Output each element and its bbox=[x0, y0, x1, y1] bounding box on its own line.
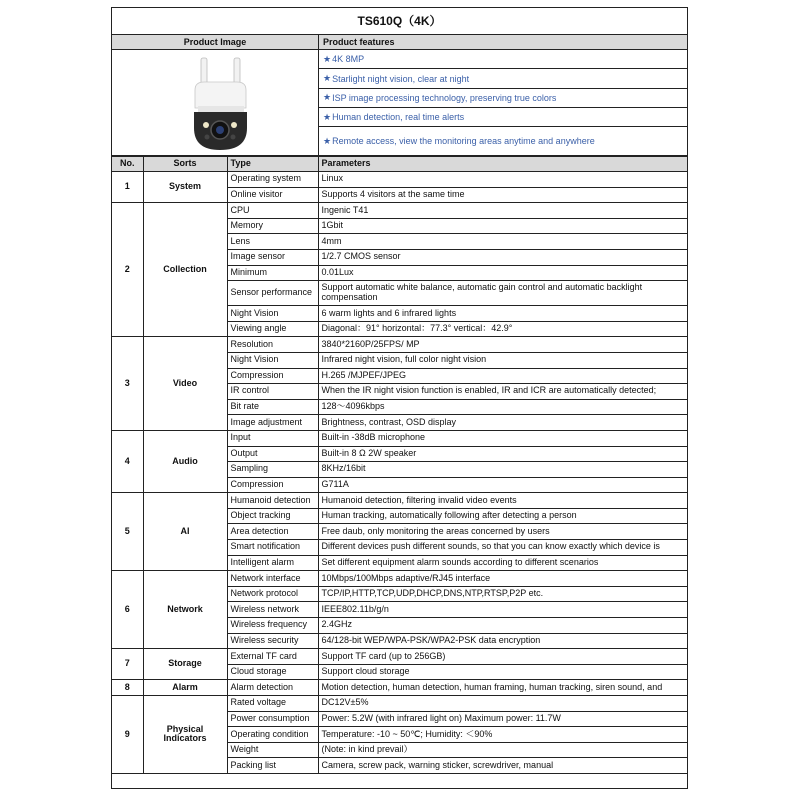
group-sort: Storage bbox=[143, 649, 227, 680]
row-parameter: 1Gbit bbox=[318, 218, 687, 234]
row-parameter: 3840*2160P/25FPS/ MP bbox=[318, 337, 687, 353]
row-parameter: TCP/IP,HTTP,TCP,UDP,DHCP,DNS,NTP,RTSP,P2P etc. bbox=[318, 586, 687, 602]
row-type: Cloud storage bbox=[227, 664, 318, 680]
group-number: 8 bbox=[112, 680, 143, 696]
row-parameter: Free daub, only monitoring the areas concerned by users bbox=[318, 524, 687, 540]
table-row bbox=[112, 493, 687, 509]
group-sort: Collection bbox=[143, 203, 227, 337]
row-type: Weight bbox=[227, 742, 318, 758]
spec-header-row bbox=[112, 157, 687, 172]
row-type: Output bbox=[227, 446, 318, 462]
row-type: Wireless frequency bbox=[227, 618, 318, 634]
row-type: Object tracking bbox=[227, 508, 318, 524]
camera-illustration bbox=[112, 50, 318, 155]
row-parameter: 2.4GHz bbox=[318, 618, 687, 634]
row-type: Minimum bbox=[227, 265, 318, 281]
feature-item: ★ Remote access, view the monitoring areas anytime and anywhere bbox=[323, 135, 595, 147]
row-parameter: Motion detection, human detection, human framing, human tracking, siren sound, and bbox=[318, 680, 687, 696]
row-type: Rated voltage bbox=[227, 696, 318, 712]
row-parameter: Different devices push different sounds, so that you can know exactly which device is bbox=[318, 540, 687, 556]
params-header: Parameters bbox=[318, 157, 687, 172]
row-type: IR control bbox=[227, 384, 318, 400]
group-sort: Physical Indicators bbox=[143, 696, 227, 774]
feature-item: ★ Human detection, real time alerts bbox=[319, 108, 687, 127]
star-icon: ★ bbox=[323, 111, 332, 122]
row-type: Network interface bbox=[227, 571, 318, 587]
row-parameter: 6 warm lights and 6 infrared lights bbox=[318, 306, 687, 322]
row-type: Intelligent alarm bbox=[227, 555, 318, 571]
row-type: Online visitor bbox=[227, 187, 318, 203]
row-parameter: G711A bbox=[318, 477, 687, 493]
row-parameter: Power: 5.2W (with infrared light on) Maximum power: 11.7W bbox=[318, 711, 687, 727]
group-sort: Network bbox=[143, 571, 227, 649]
table-row bbox=[112, 337, 687, 353]
row-parameter: 0.01Lux bbox=[318, 265, 687, 281]
row-parameter: Linux bbox=[318, 172, 687, 188]
row-parameter: Support automatic white balance, automatic gain control and automatic backlight compensation bbox=[318, 281, 687, 306]
product-features-header: Product features bbox=[323, 37, 395, 47]
table-row bbox=[112, 680, 687, 696]
row-type: Sampling bbox=[227, 462, 318, 478]
row-type: Power consumption bbox=[227, 711, 318, 727]
type-header: Type bbox=[227, 157, 318, 172]
features-list bbox=[319, 50, 687, 155]
group-sort: Audio bbox=[143, 430, 227, 492]
star-icon: ★ bbox=[323, 92, 332, 103]
row-parameter: DC12V±5% bbox=[318, 696, 687, 712]
table-row bbox=[112, 430, 687, 446]
row-parameter: 128～4096kbps bbox=[318, 399, 687, 415]
group-sort: Alarm bbox=[143, 680, 227, 696]
group-number: 7 bbox=[112, 649, 143, 680]
row-type: Area detection bbox=[227, 524, 318, 540]
table-row bbox=[112, 203, 687, 219]
group-sort: Video bbox=[143, 337, 227, 431]
row-type: CPU bbox=[227, 203, 318, 219]
row-parameter: H.265 /MJPEF/JPEG bbox=[318, 368, 687, 384]
row-type: Wireless security bbox=[227, 633, 318, 649]
row-parameter: Diagonal：91° horizontal：77.3° vertical：42.9° bbox=[318, 321, 687, 337]
product-image bbox=[112, 50, 319, 155]
star-icon: ★ bbox=[323, 53, 332, 64]
row-parameter: 8KHz/16bit bbox=[318, 462, 687, 478]
row-parameter: (Note: in kind prevail） bbox=[318, 742, 687, 758]
row-type: Alarm detection bbox=[227, 680, 318, 696]
row-parameter: Support TF card (up to 256GB) bbox=[318, 649, 687, 665]
row-parameter: Brightness, contrast, OSD display bbox=[318, 415, 687, 431]
group-sort: System bbox=[143, 172, 227, 203]
group-number: 1 bbox=[112, 172, 143, 203]
row-parameter: Set different equipment alarm sounds according to different scenarios bbox=[318, 555, 687, 571]
row-type: Bit rate bbox=[227, 399, 318, 415]
product-image-header: Product Image bbox=[112, 35, 319, 49]
spec-table bbox=[112, 156, 687, 774]
group-number: 5 bbox=[112, 493, 143, 571]
row-type: Image adjustment bbox=[227, 415, 318, 431]
row-parameter: 1/2.7 CMOS sensor bbox=[318, 249, 687, 265]
row-type: Compression bbox=[227, 368, 318, 384]
row-parameter: Supports 4 visitors at the same time bbox=[318, 187, 687, 203]
row-parameter: IEEE802.11b/g/n bbox=[318, 602, 687, 618]
group-number: 4 bbox=[112, 430, 143, 492]
no-header: No. bbox=[112, 157, 143, 172]
row-type: Memory bbox=[227, 218, 318, 234]
star-icon: ★ bbox=[323, 73, 332, 84]
row-parameter: Humanoid detection, filtering invalid video events bbox=[318, 493, 687, 509]
group-sort: AI bbox=[143, 493, 227, 571]
row-parameter: When the IR night vision function is enabled, IR and ICR are automatically detected; bbox=[318, 384, 687, 400]
row-type: Lens bbox=[227, 234, 318, 250]
row-type: Humanoid detection bbox=[227, 493, 318, 509]
row-type: Packing list bbox=[227, 758, 318, 774]
product-header-row bbox=[112, 35, 687, 50]
group-number: 6 bbox=[112, 571, 143, 649]
row-type: Input bbox=[227, 430, 318, 446]
page-title: TS610Q（4K） bbox=[112, 8, 687, 35]
row-type: Compression bbox=[227, 477, 318, 493]
row-type: Image sensor bbox=[227, 249, 318, 265]
group-number: 2 bbox=[112, 203, 143, 337]
row-parameter: Infrared night vision, full color night vision bbox=[318, 352, 687, 368]
table-row bbox=[112, 649, 687, 665]
product-section bbox=[112, 50, 687, 156]
row-parameter: Ingenic T41 bbox=[318, 203, 687, 219]
group-number: 9 bbox=[112, 696, 143, 774]
row-type: Night Vision bbox=[227, 352, 318, 368]
feature-item: ★ Starlight night vision, clear at night bbox=[319, 69, 687, 88]
row-parameter: 4mm bbox=[318, 234, 687, 250]
sorts-header: Sorts bbox=[143, 157, 227, 172]
row-type: Wireless network bbox=[227, 602, 318, 618]
feature-item: ★ 4K 8MP bbox=[319, 50, 687, 69]
table-row bbox=[112, 571, 687, 587]
row-type: Night Vision bbox=[227, 306, 318, 322]
table-row bbox=[112, 696, 687, 712]
table-row bbox=[112, 172, 687, 188]
row-parameter: 64/128-bit WEP/WPA-PSK/WPA2-PSK data encryption bbox=[318, 633, 687, 649]
row-type: Operating system bbox=[227, 172, 318, 188]
feature-item: ★ ISP image processing technology, preserving true colors bbox=[319, 89, 687, 108]
row-type: External TF card bbox=[227, 649, 318, 665]
row-type: Sensor performance bbox=[227, 281, 318, 306]
row-parameter: Human tracking, automatically following after detecting a person bbox=[318, 508, 687, 524]
row-parameter: Built-in 8 Ω 2W speaker bbox=[318, 446, 687, 462]
row-parameter: Support cloud storage bbox=[318, 664, 687, 680]
spec-sheet bbox=[111, 7, 688, 789]
row-type: Viewing angle bbox=[227, 321, 318, 337]
row-type: Operating condition bbox=[227, 727, 318, 743]
row-parameter: 10Mbps/100Mbps adaptive/RJ45 interface bbox=[318, 571, 687, 587]
table-footer-space bbox=[112, 774, 687, 787]
row-type: Network protocol bbox=[227, 586, 318, 602]
group-number: 3 bbox=[112, 337, 143, 431]
row-parameter: Camera, screw pack, warning sticker, screwdriver, manual bbox=[318, 758, 687, 774]
row-type: Smart notification bbox=[227, 540, 318, 556]
row-type: Resolution bbox=[227, 337, 318, 353]
row-parameter: Temperature: -10 ~ 50℃; Humidity: ＜90% bbox=[318, 727, 687, 743]
star-icon: ★ bbox=[323, 135, 332, 146]
row-parameter: Built-in -38dB microphone bbox=[318, 430, 687, 446]
